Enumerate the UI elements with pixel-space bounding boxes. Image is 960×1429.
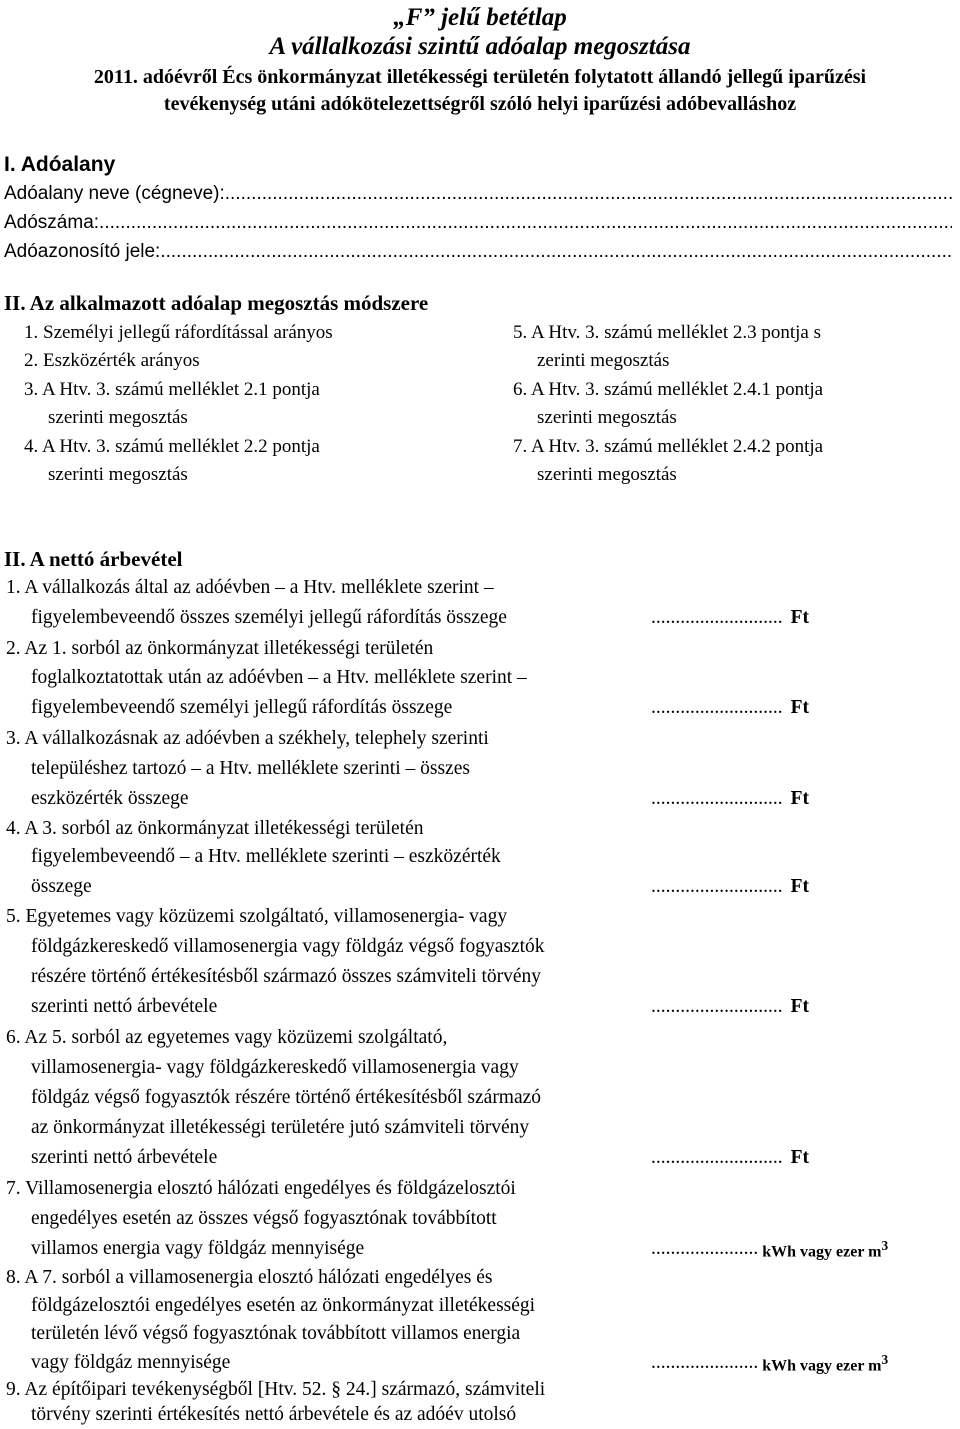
revenue-line-1: 1. A vállalkozás által az adóévben – a Htv. melléklete szerint – bbox=[6, 577, 494, 598]
revenue-line-4-cont-a: figyelembeveendő – a Htv. melléklete szerinti – eszközérték bbox=[31, 846, 501, 867]
method-option-2[interactable]: 2. Eszközérték arányos bbox=[24, 350, 200, 371]
revenue-line-4: 4. A 3. sorból az önkormányzat illetékességi területén bbox=[6, 818, 424, 839]
revenue-line-9-cont: törvény szerinti értékesítés nettó árbevétele és az adóév utolsó bbox=[31, 1404, 517, 1425]
method-option-6[interactable]: 6. A Htv. 3. számú melléklet 2.4.1 pontja bbox=[513, 379, 824, 400]
revenue-line-6-cont-c: az önkormányzat illetékességi területére jutó számviteli törvény bbox=[31, 1117, 530, 1138]
unit-label: Ft bbox=[790, 697, 810, 718]
revenue-line-6-cont-a: villamosenergia- vagy földgázkereskedő villamosenergia vagy bbox=[31, 1057, 519, 1078]
method-option-7-cont: szerinti megosztás bbox=[537, 464, 677, 485]
fill-dots: ...................... bbox=[651, 1238, 759, 1259]
fill-dots bbox=[99, 212, 952, 234]
revenue-line-6-cont-b: földgáz végső fogyasztók részére történő értékesítésből származó bbox=[31, 1087, 542, 1108]
revenue-line-7-cont-a: engedélyes esetén az összes végső fogyasztónak továbbított bbox=[31, 1208, 497, 1229]
page-subtitle: A vállalkozási szintű adóalap megosztása bbox=[269, 33, 691, 60]
unit-label: Ft bbox=[790, 788, 810, 809]
revenue-line-7: 7. Villamosenergia elosztó hálózati engedélyes és földgázelosztói bbox=[6, 1178, 516, 1199]
value-field-3[interactable] bbox=[651, 788, 809, 810]
fill-dots: ........................... bbox=[651, 788, 783, 809]
fill-dots: ........................... bbox=[651, 1147, 783, 1168]
fill-dots: ........................... bbox=[651, 996, 783, 1017]
field-label: Adóalany neve (cégneve): bbox=[4, 183, 225, 204]
revenue-line-9: 9. Az építőipari tevékenységből [Htv. 52. § 24.] származó, számviteli bbox=[6, 1379, 546, 1400]
fill-dots bbox=[160, 241, 952, 263]
unit-label: Ft bbox=[790, 876, 810, 897]
section-revenue-title: II. A nettó árbevétel bbox=[4, 547, 183, 571]
unit-text: kWh vagy ezer m bbox=[762, 1243, 882, 1261]
value-field-7[interactable] bbox=[651, 1238, 888, 1261]
unit-superscript: 3 bbox=[881, 1352, 889, 1367]
method-option-7[interactable]: 7. A Htv. 3. számú melléklet 2.4.2 pontja bbox=[513, 436, 824, 457]
value-field-6[interactable] bbox=[651, 1147, 809, 1169]
revenue-line-5-cont-b: részére történő értékesítésből származó összes számviteli törvény bbox=[31, 966, 542, 987]
revenue-line-5: 5. Egyetemes vagy közüzemi szolgáltató, villamosenergia- vagy bbox=[6, 906, 508, 927]
revenue-line-7-cont-b: villamos energia vagy földgáz mennyisége bbox=[31, 1238, 365, 1259]
revenue-line-6: 6. Az 5. sorból az egyetemes vagy közüzemi szolgáltató, bbox=[6, 1027, 448, 1048]
page-title: „F” jelű betétlap bbox=[393, 4, 567, 31]
method-option-5-cont: zerinti megosztás bbox=[537, 350, 670, 371]
revenue-line-2-cont-a: foglalkoztatottak után az adóévben – a Htv. melléklete szerint – bbox=[31, 667, 527, 688]
value-field-2[interactable] bbox=[651, 697, 809, 719]
revenue-line-6-cont-d: szerinti nettó árbevétele bbox=[31, 1147, 218, 1168]
header-line-2: tevékenység utáni adókötelezettségről szóló helyi iparűzési adóbevalláshoz bbox=[163, 93, 797, 115]
revenue-line-8-cont-a: földgázelosztói engedélyes esetén az önkormányzat illetékességi bbox=[31, 1295, 536, 1316]
value-field-1[interactable] bbox=[651, 607, 809, 629]
value-field-8[interactable] bbox=[651, 1352, 888, 1375]
unit-superscript: 3 bbox=[881, 1238, 889, 1253]
revenue-line-8-cont-b: területén lévő végső fogyasztónak továbbított villamos energia bbox=[31, 1323, 521, 1344]
unit-text: kWh vagy ezer m bbox=[762, 1357, 882, 1375]
fill-dots: ........................... bbox=[651, 697, 783, 718]
method-option-5[interactable]: 5. A Htv. 3. számú melléklet 2.3 pontja s bbox=[513, 322, 822, 343]
fill-dots: ........................... bbox=[651, 876, 783, 897]
unit-label bbox=[762, 1352, 888, 1375]
method-option-4-cont: szerinti megosztás bbox=[48, 464, 188, 485]
revenue-line-5-cont-c: szerinti nettó árbevétele bbox=[31, 996, 218, 1017]
revenue-line-8: 8. A 7. sorból a villamosenergia elosztó hálózati engedélyes és bbox=[6, 1267, 493, 1288]
fill-dots: ........................... bbox=[651, 607, 783, 628]
revenue-line-3-cont-a: településhez tartozó – a Htv. melléklete szerinti – összes bbox=[31, 758, 470, 779]
revenue-line-1-cont: figyelembeveendő összes személyi jellegű ráfordítás összege bbox=[31, 607, 507, 628]
field-label: Adószáma: bbox=[4, 212, 100, 233]
field-adoszama[interactable] bbox=[4, 212, 952, 234]
field-adoazonosito-jele[interactable] bbox=[4, 241, 952, 263]
revenue-line-2: 2. Az 1. sorból az önkormányzat illetékességi területén bbox=[6, 638, 434, 659]
unit-label bbox=[762, 1238, 888, 1261]
header-line-1: 2011. adóévről Écs önkormányzat illetékességi területén folytatott állandó jellegű iparűzési bbox=[93, 66, 867, 88]
value-field-5[interactable] bbox=[651, 996, 809, 1018]
unit-label: Ft bbox=[790, 1147, 810, 1168]
revenue-line-2-cont-b: figyelembeveendő személyi jellegű ráfordítás összege bbox=[31, 697, 453, 718]
fill-dots: ...................... bbox=[651, 1352, 759, 1373]
method-option-6-cont: szerinti megosztás bbox=[537, 407, 677, 428]
method-option-4[interactable]: 4. A Htv. 3. számú melléklet 2.2 pontja bbox=[24, 436, 320, 457]
unit-label: Ft bbox=[790, 607, 810, 628]
value-field-4[interactable] bbox=[651, 876, 809, 898]
revenue-line-5-cont-a: földgázkereskedő villamosenergia vagy földgáz végső fogyasztók bbox=[31, 936, 545, 957]
method-option-1[interactable]: 1. Személyi jellegű ráfordítással arányos bbox=[24, 322, 333, 343]
fill-dots bbox=[225, 183, 952, 205]
section-method-title: II. Az alkalmazott adóalap megosztás módszere bbox=[4, 291, 429, 315]
method-option-3-cont: szerinti megosztás bbox=[48, 407, 188, 428]
revenue-line-4-cont-b: összege bbox=[31, 876, 92, 897]
method-option-3[interactable]: 3. A Htv. 3. számú melléklet 2.1 pontja bbox=[24, 379, 320, 400]
unit-label: Ft bbox=[790, 996, 810, 1017]
field-adoalany-neve[interactable] bbox=[4, 183, 952, 205]
field-label: Adóazonosító jele: bbox=[4, 241, 161, 262]
section-adoalany-title: I. Adóalany bbox=[4, 153, 116, 176]
revenue-line-3: 3. A vállalkozásnak az adóévben a székhely, telephely szerinti bbox=[6, 728, 489, 749]
revenue-line-8-cont-c: vagy földgáz mennyisége bbox=[31, 1352, 231, 1373]
revenue-line-3-cont-b: eszközérték összege bbox=[31, 788, 189, 809]
